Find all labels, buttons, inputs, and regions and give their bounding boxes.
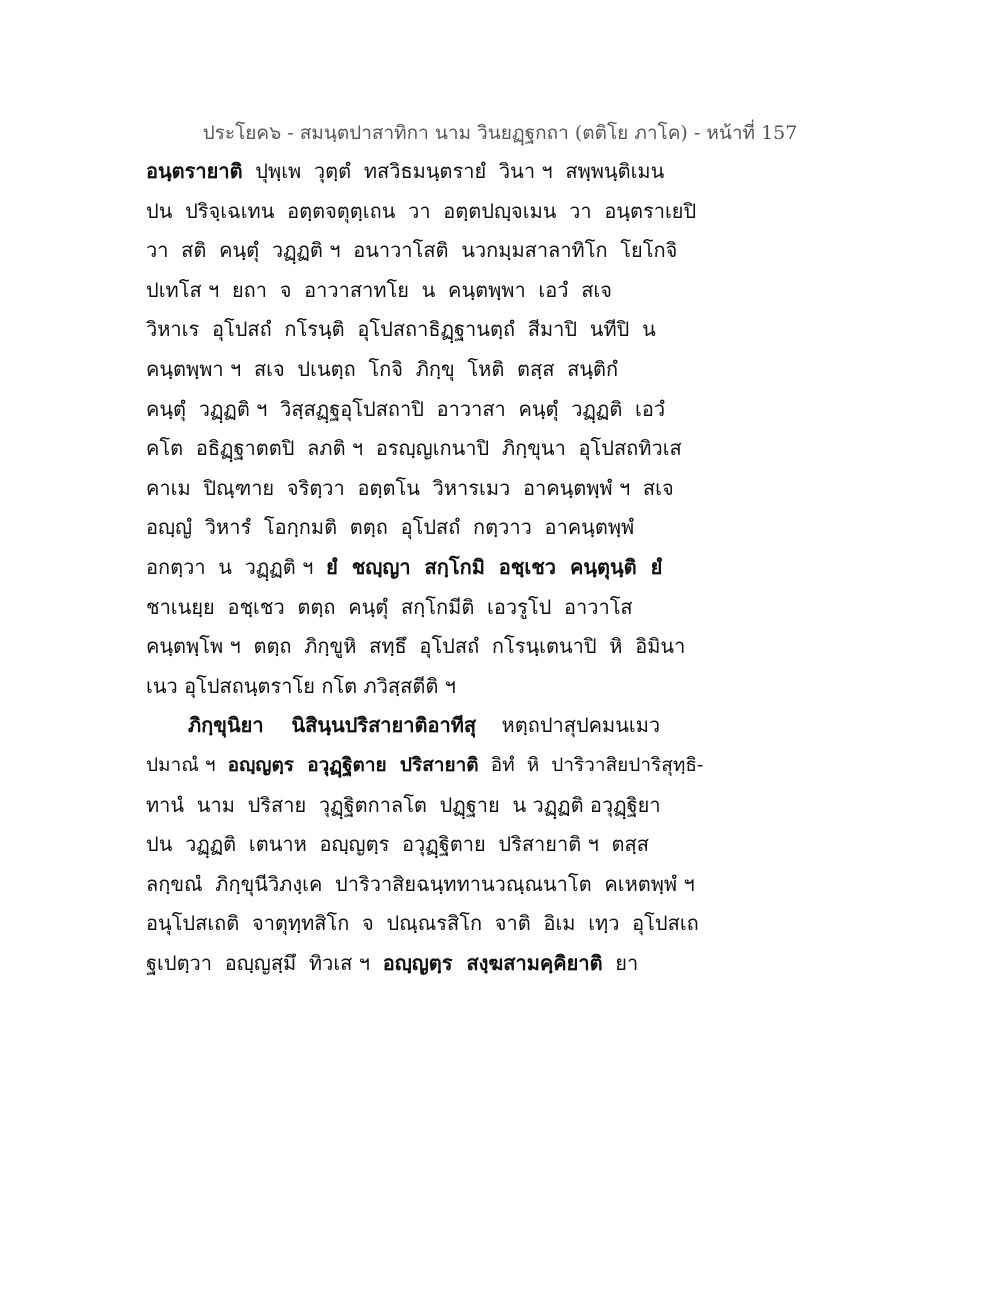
- bold-term: อญฺญตฺร อวุฏฺฐิตาย ปริสายาติ: [227, 753, 479, 776]
- text-line: [146, 390, 706, 430]
- text-run: ยา: [602, 950, 639, 975]
- text-run: ปเทโส ฯ ยถา จ อาวาสาทโย น คนฺตพฺพา เอวํ สเจ: [146, 277, 612, 302]
- text-line: [146, 508, 706, 548]
- text-run: อนุโปสเถติ จาตุทฺทสิโก จ ปณฺณรสิโก จาติ อิเม เทฺว อุโปสเถ: [146, 911, 699, 936]
- text-line: [146, 746, 706, 786]
- text-run: อิทํ หิ ปาริวาสิยปาริสุทฺธิ-: [478, 753, 704, 776]
- text-run: คนฺตพฺพา ฯ สเจ ปเนตฺถ โกจิ ภิกฺขุ โหติ ตสฺส สนฺติกํ: [146, 356, 619, 381]
- text-line: [146, 588, 706, 628]
- text-run: วา สติ คนฺตุํ วฏฺฏติ ฯ อนาวาโสติ นวกมฺมสาลาทิโก โยโกจิ: [146, 238, 678, 263]
- text-run: ปน ปริจฺเฉเทน อตฺตจตุตฺเถน วา อตฺตปญฺจเมน วา อนฺตราเยปิ: [146, 198, 697, 223]
- text-line: [146, 469, 706, 509]
- text-line: [146, 786, 706, 826]
- text-line: [146, 904, 706, 944]
- text-run: เนว อุโปสถนฺตราโย กโต ภวิสฺสตีติ ฯ: [146, 673, 456, 698]
- text-line: [146, 152, 706, 192]
- text-line: [146, 944, 706, 984]
- text-run: ลกฺขณํ ภิกฺขุนีวิภงฺเค ปาริวาสิยฉนฺททานวณฺณนาโต คเหตพฺพํ ฯ: [146, 871, 695, 896]
- text-run: คโต อธิฏฺฐาตตปิ ลภติ ฯ อรญฺญเกนาปิ ภิกฺขุนา อุโปสถทิวเส: [146, 436, 682, 461]
- bold-term: อญฺญตฺร สงฺฆสามคฺคิยาติ: [382, 950, 603, 975]
- text-run: อญฺญํ วิหารํ โอกฺกมติ ตตฺถ อุโปสถํ กตฺวาว อาคนฺตพฺพํ: [146, 515, 635, 540]
- text-line: [146, 192, 706, 232]
- text-line: [146, 825, 706, 865]
- text-run: ชาเนยฺย อชฺเชว ตตฺถ คนฺตุํ สกฺโกมีติ เอวรูโป อาวาโส: [146, 594, 633, 619]
- text-line: [146, 706, 706, 746]
- body-text: [146, 152, 706, 983]
- text-line: [146, 667, 706, 707]
- text-line: [146, 231, 706, 271]
- bold-term: ภิกฺขุนิยา นิสินฺนปริสายาติอาทีสุ: [188, 713, 477, 738]
- text-line: [146, 271, 706, 311]
- text-run: คาเม ปิณฺฑาย จริตฺวา อตฺตโน วิหารเมว อาคนฺตพฺพํ ฯ สเจ: [146, 475, 674, 500]
- text-run: ปน วฏฺฏติ เตนาห อญฺญตฺร อวุฏฺฐิตาย ปริสายาติ ฯ ตสฺส: [146, 832, 649, 857]
- text-line: [146, 865, 706, 905]
- text-run: หตฺถปาสุปคมนเมว: [476, 713, 661, 738]
- bold-term: ยํ ชญฺญา สกฺโกมิ อชฺเชว คนฺตุนฺติ ยํ: [326, 554, 663, 579]
- text-line: [146, 350, 706, 390]
- text-run: ปุพฺเพ วุตฺตํ ทสวิธมนฺตรายํ วินา ฯ สพฺพนฺติเมน: [242, 159, 665, 183]
- text-line: [146, 429, 706, 469]
- text-run: ฐเปตฺวา อญฺญสฺมึ ทิวเส ฯ: [146, 950, 383, 975]
- text-line: [146, 310, 706, 350]
- text-run: ทานํ นาม ปริสาย วุฏฺฐิตกาลโต ปฏฺฐาย น วฏฺฏติ อวุฏฺฐิยา: [146, 792, 661, 817]
- text-run: ปมาณํ ฯ: [146, 753, 228, 776]
- text-run: คนฺตุํ วฏฺฏติ ฯ วิสฺสฏฺฐอุโปสถาปิ อาวาสา คนฺตุํ วฏฺฏติ เอวํ: [146, 396, 666, 421]
- text-run: วิหาเร อุโปสถํ กโรนฺติ อุโปสถาธิฏฺฐานตฺถํ สีมาปิ นทีปิ น: [146, 317, 656, 342]
- text-line: [146, 627, 706, 667]
- text-run: คนฺตพฺโพ ฯ ตตฺถ ภิกฺขูหิ สทฺธึ อุโปสถํ กโรนฺเตนาปิ หิ อิมินา: [146, 634, 686, 659]
- text-run: อกตฺวา น วฏฺฏติ ฯ: [146, 554, 327, 579]
- bold-term: อนฺตรายาติ: [146, 159, 243, 183]
- text-line: [146, 548, 706, 588]
- page-header: ประโยค๖ - สมนฺตปาสาทิกา นาม วินยฏฺฐกถา (ตติโย ภาโค) - หน้าที่ 157: [202, 122, 798, 144]
